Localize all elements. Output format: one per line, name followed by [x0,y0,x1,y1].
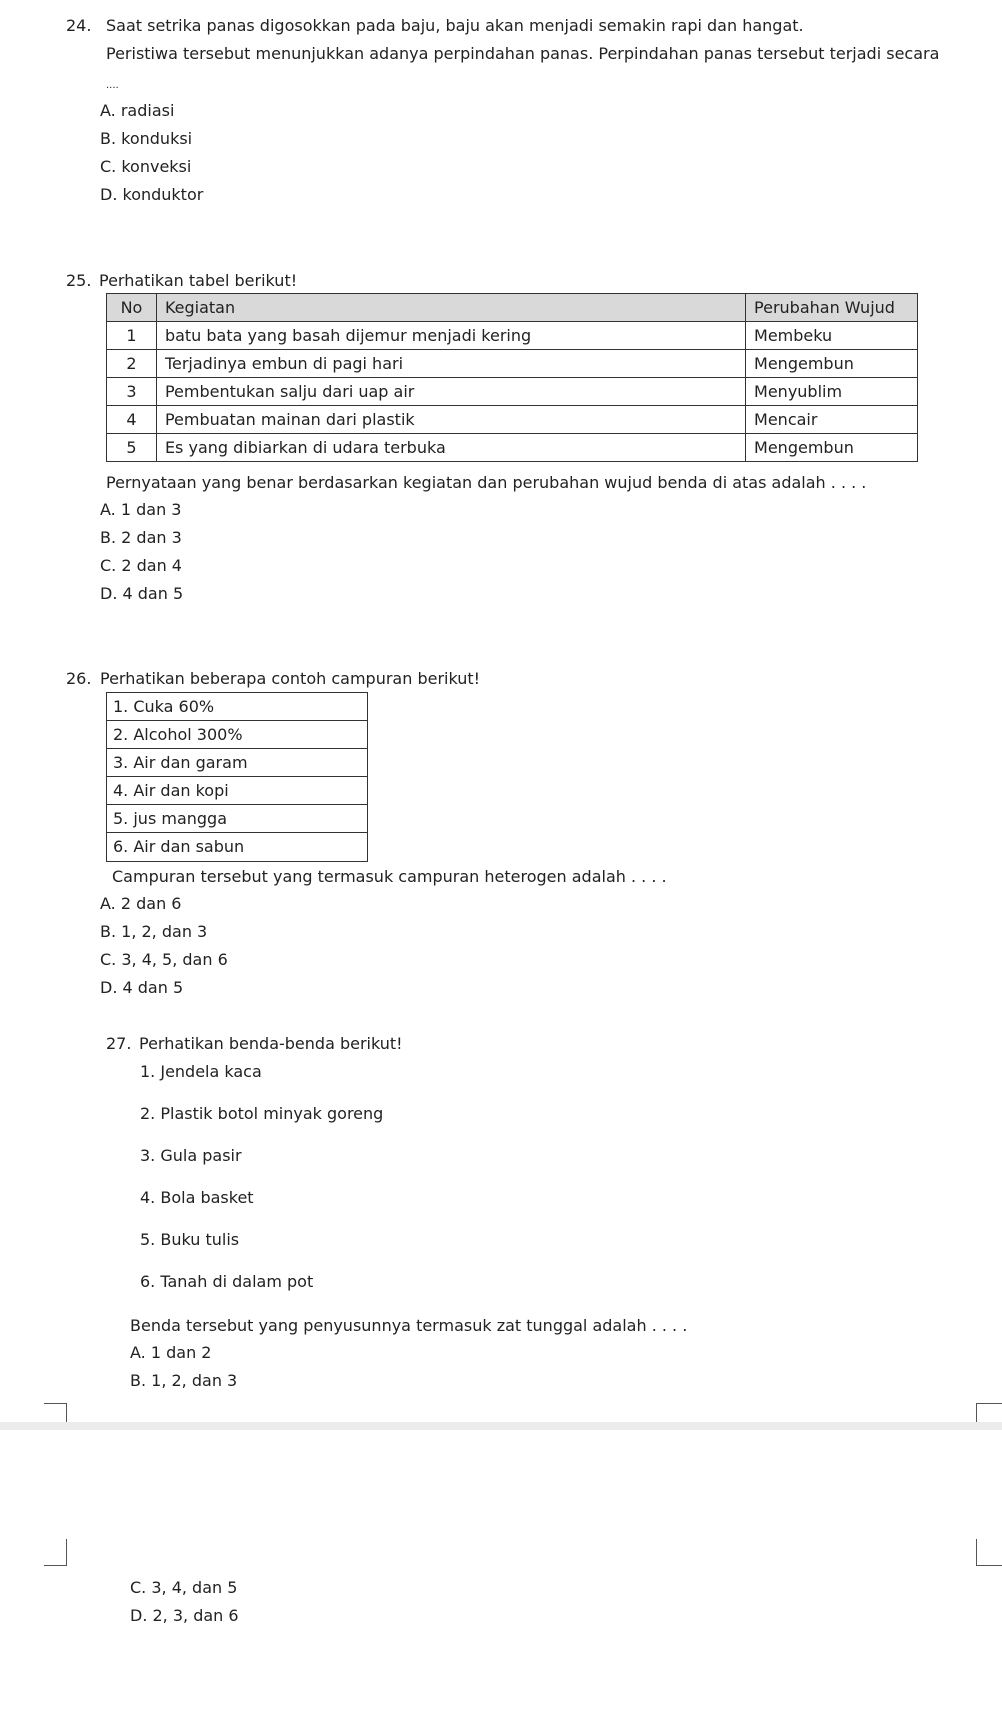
page-break [0,1422,1002,1430]
page-corner-mark [976,1403,1002,1404]
page-corner-mark [976,1539,977,1566]
q25-table [106,293,918,462]
row-no: 2 [107,350,157,378]
list-item: 1. Cuka 60% [107,693,367,721]
table-row [107,378,918,406]
q24-option-c: C. konveksi [100,157,192,176]
q25-prompt: Perhatikan tabel berikut! [99,271,298,290]
list-item: 4. Air dan kopi [107,777,367,805]
row-no: 5 [107,434,157,462]
q27-item-3: 3. Gula pasir [140,1146,242,1165]
row-no: 1 [107,322,157,350]
q26-option-d: D. 4 dan 5 [100,978,184,997]
page-corner-mark [976,1565,1002,1566]
page-corner-mark [44,1403,67,1404]
list-item: 5. jus mangga [107,805,367,833]
q27-option-d: D. 2, 3, dan 6 [130,1606,239,1625]
q26-option-a: A. 2 dan 6 [100,894,182,913]
q24-option-a: A. radiasi [100,101,175,120]
q26-mixture-list [106,692,368,862]
q27-option-b: B. 1, 2, dan 3 [130,1371,238,1390]
q27-prompt: Perhatikan benda-benda berikut! [139,1034,403,1053]
q27-question: Benda tersebut yang penyusunnya termasuk zat tunggal adalah . . . . [130,1316,688,1335]
q27-item-5: 5. Buku tulis [140,1230,240,1249]
row-kegiatan: Terjadinya embun di pagi hari [156,350,745,378]
table-row [107,350,918,378]
header-kegiatan: Kegiatan [156,294,745,322]
page-corner-mark [66,1539,67,1566]
header-no: No [107,294,157,322]
q27-item-1: 1. Jendela kaca [140,1062,262,1081]
row-kegiatan: Es yang dibiarkan di udara terbuka [156,434,745,462]
row-kegiatan: Pembentukan salju dari uap air [156,378,745,406]
row-perubahan: Mengembun [746,350,918,378]
q24-text-line2: Peristiwa tersebut menunjukkan adanya perpindahan panas. Perpindahan panas tersebut terjadi secara [106,44,940,63]
row-perubahan: Menyublim [746,378,918,406]
row-perubahan: Membeku [746,322,918,350]
row-kegiatan: Pembuatan mainan dari plastik [156,406,745,434]
table-header-row [107,294,918,322]
row-perubahan: Mencair [746,406,918,434]
q25-option-b: B. 2 dan 3 [100,528,182,547]
q26-option-c: C. 3, 4, 5, dan 6 [100,950,228,969]
q26-question: Campuran tersebut yang termasuk campuran heterogen adalah . . . . [112,867,667,886]
q24-text-line1: Saat setrika panas digosokkan pada baju, baju akan menjadi semakin rapi dan hangat. [106,16,804,35]
table-row [107,322,918,350]
row-perubahan: Mengembun [746,434,918,462]
q27-number: 27. [106,1034,132,1053]
q25-option-d: D. 4 dan 5 [100,584,184,603]
q26-prompt: Perhatikan beberapa contoh campuran berikut! [100,669,481,688]
q24-option-b: B. konduksi [100,129,193,148]
table-row [107,434,918,462]
q27-option-a: A. 1 dan 2 [130,1343,212,1362]
q26-number: 26. [66,669,92,688]
list-item: 6. Air dan sabun [113,837,245,856]
list-item: 3. Air dan garam [107,749,367,777]
row-kegiatan: batu bata yang basah dijemur menjadi kering [156,322,745,350]
row-no: 3 [107,378,157,406]
list-item: 2. Alcohol 300% [107,721,367,749]
q25-option-a: A. 1 dan 3 [100,500,182,519]
q27-option-c: C. 3, 4, dan 5 [130,1578,238,1597]
header-perubahan-wujud: Perubahan Wujud [746,294,918,322]
q27-item-4: 4. Bola basket [140,1188,254,1207]
q26-option-b: B. 1, 2, dan 3 [100,922,208,941]
q27-item-2: 2. Plastik botol minyak goreng [140,1104,384,1123]
q25-option-c: C. 2 dan 4 [100,556,182,575]
q27-item-6: 6. Tanah di dalam pot [140,1272,314,1291]
q24-number: 24. [66,16,92,35]
q24-text-line3: .... [106,80,119,91]
q25-number: 25. [66,271,92,290]
row-no: 4 [107,406,157,434]
page-corner-mark [44,1565,67,1566]
q25-question: Pernyataan yang benar berdasarkan kegiatan dan perubahan wujud benda di atas adalah . . . . [106,473,867,492]
q24-option-d: D. konduktor [100,185,204,204]
table-row [107,406,918,434]
